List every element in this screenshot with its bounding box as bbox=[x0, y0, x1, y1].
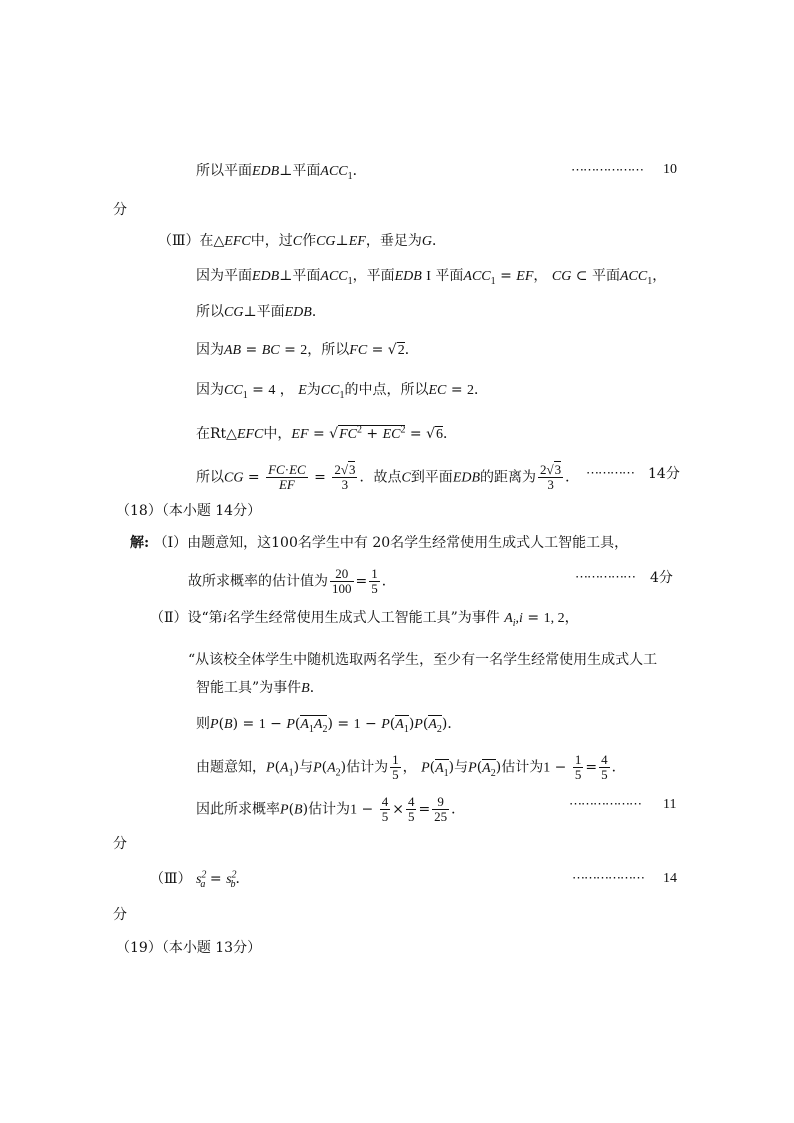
part-iii-intro: （Ⅲ）在△EFC中，过C作CG⊥EF，垂足为G． bbox=[158, 233, 446, 249]
score-unit: 分 bbox=[113, 907, 127, 923]
q19-heading: （19）（本小题 13分） bbox=[116, 940, 262, 956]
score-leader: ⋯⋯⋯⋯⋯⋯ bbox=[569, 796, 641, 811]
conclusion-line-17-2: 所以平面EDB⊥平面$ACC_1$． bbox=[196, 163, 367, 182]
q18-event-b-2: 智能工具”为事件B． bbox=[196, 680, 324, 696]
because-line-3: 因为$CC_1 = 4$ ， E为$CC_1$的中点，所以EC = 2． bbox=[196, 382, 489, 401]
because-line-2: 因为AB = BC = 2，所以FC = √2． bbox=[196, 342, 419, 358]
q18-final: 因此所求概率P(B)估计为1 − $\frac{4}{5}$ × $\frac{4}{5}$ = $\frac{9}{25}$ ． bbox=[196, 794, 466, 824]
q18-part-i-result: 故所求概率的估计值为 $\frac{20}{100}$ = $\frac{1}{5}$ ． bbox=[188, 566, 396, 596]
q18-part-ii: （Ⅱ）设“第i名学生经常使用生成式人工智能工具”为事件 $A_i,i = 1$, 2， bbox=[150, 610, 579, 629]
because-line-1: 因为平面EDB⊥平面$ACC_1$，平面EDB I 平面$ACC_1$ = EF， CG ⊂ 平面$ACC_1$， bbox=[196, 268, 667, 287]
rt-line: 在Rt△EFC中，EF = $√FC^2 + EC^2 = √6$． bbox=[196, 424, 458, 442]
q18-part-i: 解: （Ⅰ）由题意知，这100名学生中有 20名学生经常使用生成式人工智能工具， bbox=[130, 535, 629, 551]
score-mark: 14 bbox=[663, 871, 677, 886]
q18-estimates: 由题意知，$P(A_1)$与$P(A_2)$估计为 $\frac{1}{5}$ ， $P(A_1)$与$P(A_2)$估计为1 − $\frac{1}{5}$ = $\frac{4}{5}$ ． bbox=[196, 752, 626, 782]
q18-heading: （18）（本小题 14分） bbox=[116, 503, 262, 519]
score-leader: ⋯⋯⋯⋯ bbox=[586, 465, 634, 480]
score-leader: ⋯⋯⋯⋯⋯ bbox=[575, 569, 635, 584]
score-mark: 14分 bbox=[648, 466, 680, 482]
score-unit: 分 bbox=[113, 836, 127, 852]
score-leader: ⋯⋯⋯⋯⋯⋯ bbox=[572, 870, 644, 885]
score-unit: 分 bbox=[113, 202, 127, 218]
score-mark: 4分 bbox=[650, 570, 673, 586]
q18-prob-formula: 则$P(B) = 1 - P(A_1A_2) = 1 - P(A_1)P(A_2)$． bbox=[196, 716, 462, 735]
score-leader: ⋯⋯⋯⋯⋯⋯ bbox=[571, 162, 643, 177]
so-line-1: 所以CG⊥平面EDB． bbox=[196, 304, 326, 320]
q18-event-b-1: “从该校全体学生中随机选取两名学生，至少有一名学生经常使用生成式人工 bbox=[188, 652, 658, 668]
score-mark: 10 bbox=[663, 162, 677, 177]
score-mark: 11 bbox=[663, 797, 677, 812]
q18-part-iii: （Ⅲ） $s^2_a = s^2_b$． bbox=[150, 869, 250, 890]
final-line-17: 所以CG = $\frac{FC\cdot EC}{EF}$ = $\frac{2√3}{3}$ ．故点C到平面EDB的距离为 $\frac{2√3}{3}$ ． bbox=[196, 462, 580, 492]
